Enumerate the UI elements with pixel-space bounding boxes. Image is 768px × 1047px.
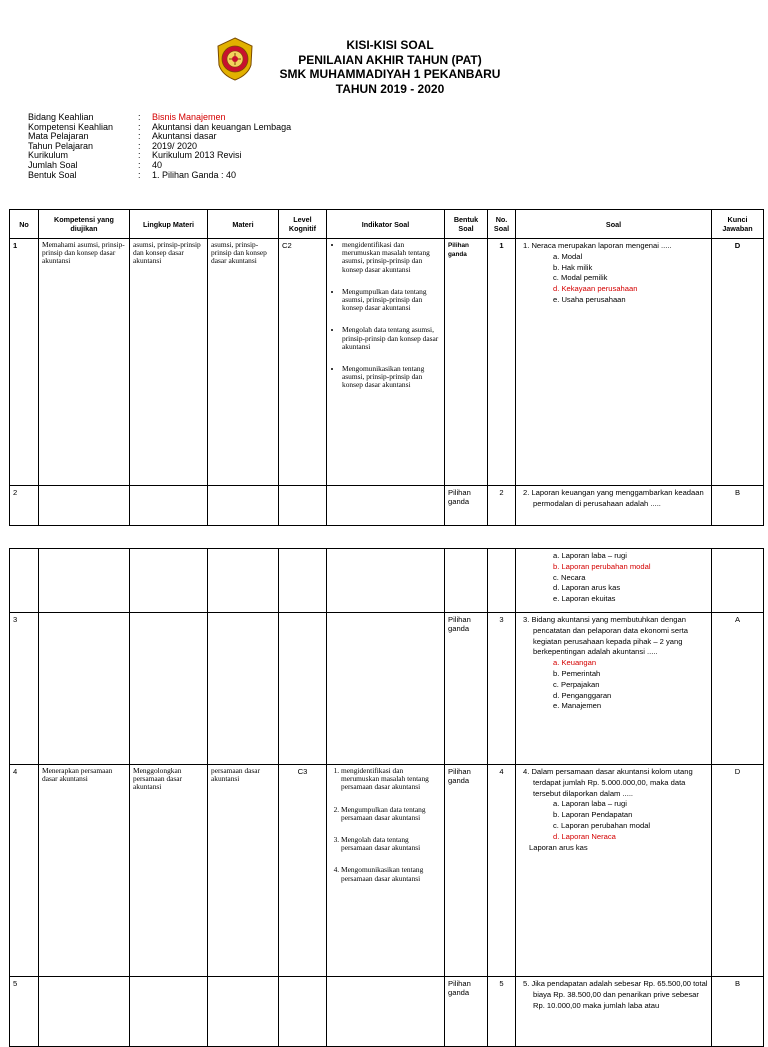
level-cell: C3	[279, 765, 327, 977]
question-stem: 3. Bidang akuntansi yang membutuhkan dengan pencatatan dan pelaporan data ekonomi serta kegiatan perusahaan kepada pihak – 2 yang berkepentingan adalah akuntansi .....	[523, 615, 688, 657]
title-line-3: SMK MUHAMMADIYAH 1 PEKANBARU	[279, 67, 501, 81]
bentuk-cell	[445, 549, 488, 613]
kompetensi-cell: Menerapkan persamaan dasar akuntansi	[39, 765, 130, 977]
header-no-soal: No. Soal	[488, 210, 516, 239]
header-no: No	[10, 210, 39, 239]
meta-key: Jumlah Soal	[28, 159, 78, 170]
table-row	[10, 977, 764, 1047]
meta-key: Kompetensi Keahlian	[28, 121, 114, 132]
meta-value: 40	[152, 159, 163, 170]
level-cell	[279, 486, 327, 526]
option-c: c. Laporan perubahan modal	[553, 820, 651, 830]
materi-cell	[208, 977, 279, 1047]
materi-cell	[208, 549, 279, 613]
header-indikator: Indikator Soal	[327, 210, 445, 239]
row-no: 2	[10, 486, 39, 526]
header-kunci: Kunci Jawaban	[712, 210, 764, 239]
no-soal-cell: 2	[488, 486, 516, 526]
question-stem: 1. Neraca merupakan laporan mengenai .....	[523, 241, 672, 250]
lingkup-cell	[130, 486, 208, 526]
meta-value: 2019/ 2020	[152, 140, 198, 151]
header-kompetensi: Kompetensi yang diujikan	[39, 210, 130, 239]
soal-cell	[516, 765, 712, 977]
indikator-cell	[327, 549, 445, 613]
indikator-item: • Mengolah data tentang asumsi, prinsip-prinsip dan konsep dasar akuntansi	[342, 326, 441, 351]
lingkup-cell	[130, 977, 208, 1047]
option-b: b. Laporan Pendapatan	[553, 810, 633, 820]
option-e: e. Usaha perusahaan	[553, 294, 626, 304]
header-lingkup: Lingkup Materi	[130, 210, 208, 239]
question-stem: 5. Jika pendapatan adalah sebesar Rp. 65.500,00 total biaya Rp. 38.500,00 dan penarikan prive sebesar Rp. 10.000,00 maka jumlah laba atau	[523, 979, 708, 1010]
option-b-correct: b. Laporan perubahan modal	[553, 561, 651, 571]
title-line-4: TAHUN 2019 - 2020	[335, 81, 445, 96]
meta-colon: :	[138, 112, 141, 122]
question-stem: 2. Laporan keuangan yang menggambarkan keadaan permodalan di perusahaan adalah .....	[523, 488, 704, 508]
bentuk-cell: Pilihan ganda	[445, 239, 488, 486]
option-e: e. Laporan ekuitas	[553, 594, 616, 604]
lingkup-cell	[130, 549, 208, 613]
row-no: 4	[10, 765, 39, 977]
no-soal-cell: 3	[488, 613, 516, 765]
header-level: Level Kognitif	[279, 210, 327, 239]
meta-colon: :	[138, 159, 141, 170]
header-materi: Materi	[208, 210, 279, 239]
table-row	[10, 239, 764, 486]
title-line-1: KISI-KISI SOAL	[346, 38, 434, 52]
kisi-table-part-2	[9, 548, 764, 1047]
option-list	[519, 252, 708, 306]
header-bentuk: Bentuk Soal	[445, 210, 488, 239]
option-list	[519, 658, 708, 712]
materi-cell	[208, 613, 279, 765]
meta-colon: :	[138, 140, 141, 151]
meta-colon: :	[138, 169, 141, 180]
indikator-cell	[327, 613, 445, 765]
option-c: c. Modal pemilik	[553, 273, 608, 283]
option-d: d. Laporan arus kas	[553, 583, 621, 593]
materi-cell	[208, 486, 279, 526]
option-list	[519, 551, 708, 605]
bentuk-cell: Pilihan ganda	[445, 765, 488, 977]
row-no: 5	[10, 977, 39, 1047]
row-no: 3	[10, 613, 39, 765]
indikator-item: • mengidentifikasi dan merumuskan masalah tentang asumsi, prinsip-prinsip dan konsep dasar akuntansi	[342, 241, 441, 274]
meta-value: Akuntansi dan keuangan Lembaga	[152, 121, 292, 132]
lingkup-cell: asumsi, prinsip-prinsip dan konsep dasar akuntansi	[130, 239, 208, 486]
indikator-cell	[327, 977, 445, 1047]
indikator-cell	[327, 486, 445, 526]
soal-cell	[516, 549, 712, 613]
option-d-correct: d. Kekayaan perusahaan	[553, 284, 638, 294]
option-list	[519, 799, 708, 853]
indikator-item: 4. Mengomunikasikan tentang persamaan dasar akuntansi	[341, 866, 441, 882]
table-row	[10, 549, 764, 613]
indikator-list	[330, 241, 441, 390]
kunci-cell: B	[712, 486, 764, 526]
row-no: 1	[10, 239, 39, 486]
meta-value: Bisnis Manajemen	[152, 112, 226, 122]
indikator-item: 1. mengidentifikasi dan merumuskan masalah tentang persamaan dasar akuntansi	[341, 767, 441, 792]
kunci-cell: D	[712, 239, 764, 486]
meta-value: 1. Pilihan Ganda : 40	[152, 169, 237, 180]
question-stem: 4. Dalam persamaan dasar akuntansi kolom utang terdapat jumlah Rp. 5.000.000,00, maka data tersebut dilaporkan dalam .....	[523, 767, 693, 798]
option-b: b. Pemerintah	[553, 668, 601, 678]
kompetensi-cell: Memahami asumsi, prinsip-prinsip dan konsep dasar akuntansi	[39, 239, 130, 486]
kompetensi-cell	[39, 613, 130, 765]
table-row	[10, 765, 764, 977]
kunci-cell: D	[712, 765, 764, 977]
indikator-item: 3. Mengolah data tentang persamaan dasar akuntansi	[341, 836, 441, 852]
indikator-item: • Mengumpulkan data tentang asumsi, prinsip-prinsip dan konsep dasar akuntansi	[342, 288, 441, 313]
meta-colon: :	[138, 121, 141, 132]
meta-key: Bidang Keahlian	[28, 112, 94, 122]
kunci-cell: A	[712, 613, 764, 765]
soal-cell	[516, 977, 712, 1047]
header-soal: Soal	[516, 210, 712, 239]
no-soal-cell	[488, 549, 516, 613]
indikator-cell	[327, 239, 445, 486]
option-c: c. Necara	[553, 572, 586, 582]
kompetensi-cell	[39, 486, 130, 526]
level-cell	[279, 977, 327, 1047]
row-no	[10, 549, 39, 613]
indikator-cell	[327, 765, 445, 977]
table-header-row	[10, 210, 764, 239]
title-line-2: PENILAIAN AKHIR TAHUN (PAT)	[298, 52, 482, 67]
kisi-table-part-1	[9, 209, 764, 526]
indikator-item: • Mengomunikasikan tentang asumsi, prinsip-prinsip dan konsep dasar akuntansi	[342, 365, 441, 390]
no-soal-cell: 1	[488, 239, 516, 486]
lingkup-cell	[130, 613, 208, 765]
bentuk-cell: Pilihan ganda	[445, 977, 488, 1047]
kompetensi-cell	[39, 549, 130, 613]
table-row	[10, 486, 764, 526]
meta-key: Mata Pelajaran	[28, 131, 89, 142]
level-cell: C2	[279, 239, 327, 486]
meta-value: Kurikulum 2013 Revisi	[152, 150, 242, 161]
option-d: d. Penganggaran	[553, 690, 612, 700]
option-b: b. Hak milik	[553, 262, 593, 272]
no-soal-cell: 4	[488, 765, 516, 977]
bentuk-cell: Pilihan ganda	[445, 613, 488, 765]
option-a: a. Laporan laba – rugi	[553, 799, 627, 809]
option-d-correct: d. Laporan Neraca	[553, 831, 616, 841]
indikator-list	[330, 767, 441, 883]
option-a-correct: a. Keuangan	[553, 658, 597, 668]
table-row	[10, 613, 764, 765]
indikator-item: 2. Mengumpulkan data tentang persamaan dasar akuntansi	[341, 806, 441, 822]
meta-key: Bentuk Soal	[28, 169, 77, 180]
kunci-cell	[712, 549, 764, 613]
bentuk-cell: Pilihan ganda	[445, 486, 488, 526]
meta-key: Kurikulum	[28, 150, 69, 161]
meta-key: Tahun Pelajaran	[28, 140, 94, 151]
level-cell	[279, 613, 327, 765]
option-a: a. Laporan laba – rugi	[553, 551, 627, 560]
kunci-cell: B	[712, 977, 764, 1047]
option-c: c. Perpajakan	[553, 679, 600, 689]
level-cell	[279, 549, 327, 613]
meta-colon: :	[138, 131, 141, 142]
materi-cell: persamaan dasar akuntansi	[208, 765, 279, 977]
soal-cell	[516, 613, 712, 765]
meta-colon: :	[138, 150, 141, 161]
soal-cell	[516, 486, 712, 526]
lingkup-cell: Menggolongkan persamaan dasar akuntansi	[130, 765, 208, 977]
materi-cell: asumsi, prinsip-prinsip dan konsep dasar akuntansi	[208, 239, 279, 486]
option-e: e. Manajemen	[553, 701, 602, 711]
option-e: Laporan arus kas	[529, 842, 588, 852]
kompetensi-cell	[39, 977, 130, 1047]
soal-cell	[516, 239, 712, 486]
no-soal-cell: 5	[488, 977, 516, 1047]
document-title	[240, 38, 540, 96]
meta-value: Akuntansi dasar	[152, 131, 217, 142]
option-a: a. Modal	[553, 251, 583, 261]
